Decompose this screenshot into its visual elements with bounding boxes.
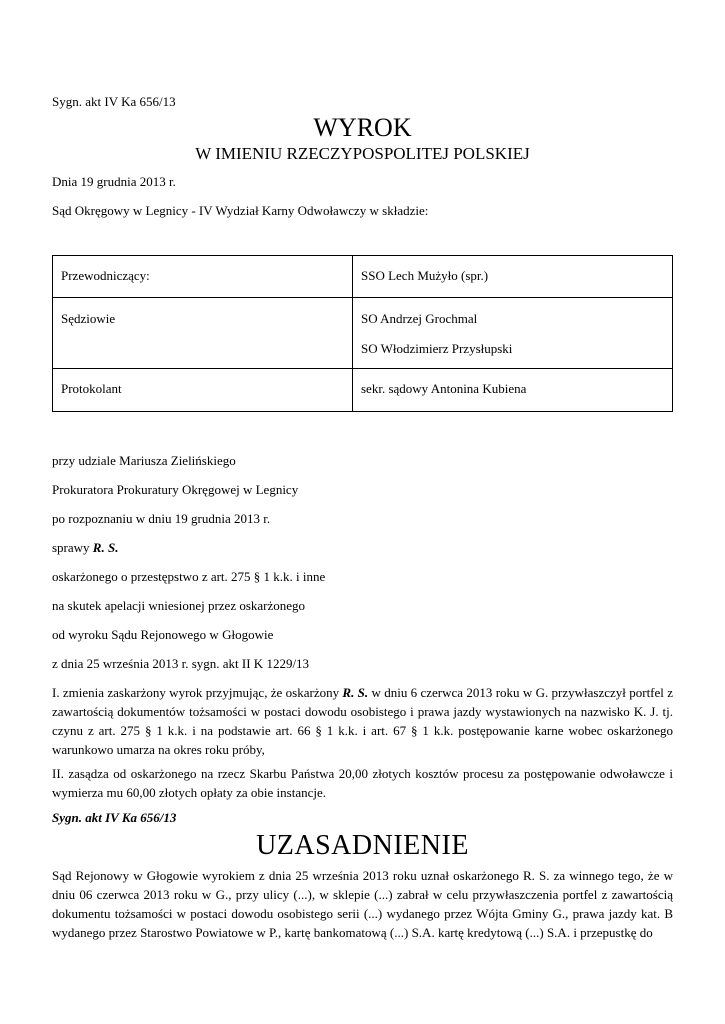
presiding-label: Przewodniczący:: [53, 256, 353, 298]
court-composition-line: Sąd Okręgowy w Legnicy - IV Wydział Karny Odwoławczy w składzie:: [52, 203, 429, 218]
text-line: po rozpoznaniu w dniu 19 grudnia 2013 r.: [52, 511, 271, 526]
point-1-prefix: I. zmienia zaskarżony wyrok przyjmując, że oskarżony: [52, 685, 343, 700]
text-line: na skutek apelacji wniesionej przez oskarżonego: [52, 598, 306, 613]
clerk-value: sekr. sądowy Antonina Kubiena: [353, 369, 673, 412]
defendant-name: R. S.: [92, 540, 119, 555]
text-line: z dnia 25 września 2013 r. sygn. akt II K 1229/13: [52, 656, 310, 671]
presiding-value: SSO Lech Mużyło (spr.): [353, 256, 673, 298]
verdict-title: WYROK: [313, 113, 412, 142]
verdict-point-2: II. zasądza od oskarżonego na rzecz Skarbu Państwa 20,00 złotych kosztów procesu za postępowanie odwoławcze i wymierza mu 60,00 złotych opłaty za obie instancje.: [52, 766, 673, 800]
point-1-text: w dniu 6 czerwca 2013 roku w G. przywłaszczył portfel z zawartością dokumentów tożsamości w postaci dowodu osobistego i prawa jazdy wystawionych na nazwisko K. J. tj. czynu z art. 275 § 1 k.k. i na podstawie art. 66 § 1 k.k. i art. 67 § 1 k.k. postępowanie karne wobec oskarżonego warunkowo umarza na okres roku próby,: [52, 685, 673, 757]
clerk-label: Protokolant: [53, 369, 353, 412]
judges-label: Sędziowie: [53, 298, 353, 369]
text-line: od wyroku Sądu Rejonowego w Głogowie: [52, 627, 274, 642]
text-line: przy udziale Mariusza Zielińskiego: [52, 453, 236, 468]
judge-name: SO Andrzej Grochmal: [361, 311, 478, 326]
panel-table: [52, 255, 673, 412]
text-line: Prokuratora Prokuratury Okręgowej w Legnicy: [52, 482, 299, 497]
judge-name: SO Włodzimierz Przysłupski: [361, 341, 513, 356]
text-line: oskarżonego o przestępstwo z art. 275 § 1 k.k. i inne: [52, 569, 326, 584]
table-row: [53, 298, 673, 369]
case-of-prefix: sprawy: [52, 540, 93, 555]
justification-paragraph: Sąd Rejonowy w Głogowie wyrokiem z dnia 25 września 2013 roku uznał oskarżonego R. S. za winnego tego, że w dniu 06 czerwca 2013 roku w G., przy ulicy (...), w sklepie (...) zabrał w celu przywłaszczenia portfel z zawartością dokumentu tożsamości w postaci dowodu osobistego serii (...) wydanego przez Wójta Gminy G., prawa jazdy kat. B wydanego przez Starostwo Powiatowe w P., kartę bankomatową (...) S.A. kartę kredytową (...) S.A. i przepustkę do: [52, 868, 673, 940]
table-row: [53, 256, 673, 298]
case-signature-top: Sygn. akt IV Ka 656/13: [52, 94, 176, 109]
case-signature-bottom: Sygn. akt IV Ka 656/13: [52, 810, 177, 825]
verdict-subtitle: W IMIENIU RZECZYPOSPOLITEJ POLSKIEJ: [195, 144, 530, 163]
verdict-date: Dnia 19 grudnia 2013 r.: [52, 174, 176, 189]
judges-cell: [353, 298, 673, 369]
verdict-point-1: [52, 683, 673, 759]
justification-title: UZASADNIENIE: [256, 830, 469, 861]
table-row: [53, 369, 673, 412]
defendant-name: R. S.: [342, 685, 369, 700]
case-of-line: [52, 540, 118, 556]
